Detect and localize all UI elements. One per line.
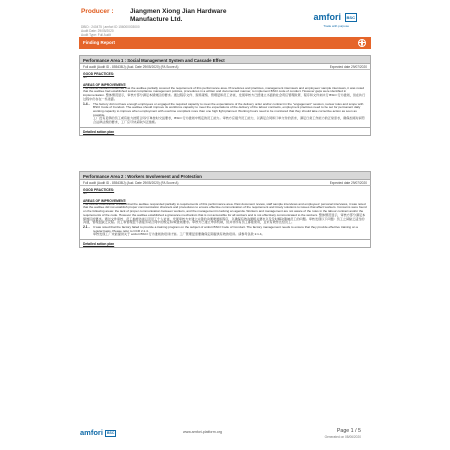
finding-report-bar — [79, 37, 371, 49]
logo-text: amfori — [313, 12, 342, 22]
area-audit-info — [79, 180, 371, 186]
finding-text-en: It was noted that the factory failed to provide a training program on the subject of amfori BSCI Code of Conduct. The factory management needs to ensure that they provide effective training on a regular basis. Please refer to CCR 2.1.4. — [93, 224, 358, 233]
logo-tagline: Trade with purpose — [323, 24, 349, 28]
producer-label: Producer : — [81, 8, 114, 15]
area-audit-info — [79, 64, 371, 70]
report-footer — [79, 428, 371, 442]
footer-url[interactable]: www.amfori-platform.org — [183, 430, 222, 434]
meta-line: DBID : 240475 | amfori ID 156000003000 — [81, 25, 140, 29]
globe-icon[interactable] — [358, 39, 366, 47]
page-number: Page 1 / 5 — [336, 428, 361, 434]
finding-text-en: The factory did not have enough employees or engaged the required capacity to meet the expectations of the delivery order and/or contract in the "engagement" session, review rules and scope with BSCI Code of Conduct. The auditee should improve its workforce capacity to meet the expectations of the delivery of the labour contracts, employment practices need to be set for permanent daily working capacity to improve when employment with overtime compliant more than one high fight planned. Working hours need to be monitored that they should take corrective action as soon as possible. — [93, 101, 364, 117]
report-page — [79, 0, 371, 450]
area-title: Performance Area 1 : Social Management System and Cascade Effect — [79, 55, 371, 64]
footer-logo-badge: BSC — [107, 431, 115, 436]
report-header — [79, 7, 371, 37]
area-title: Performance Area 2 : Workers Involvement and Protection — [79, 171, 371, 180]
finding-item — [83, 226, 367, 237]
audit-details: Full audit (Audit ID - 85543BJ) (Aud. Date 29/05/2020) (FA Score A) — [83, 181, 179, 185]
areas-of-improvement-label: AREAS OF IMPROVEMENT: — [83, 82, 127, 87]
logo-badge: BSC — [346, 15, 355, 21]
finding-number: 2.1 - — [83, 224, 90, 229]
generated-date: Generated on 08/06/2020 — [324, 435, 361, 439]
meta-line: Audit Type: Full Audit — [81, 33, 111, 37]
performance-area-2 — [79, 171, 371, 248]
detailed-action-plan[interactable]: Detailed action plan — [79, 128, 371, 136]
expected-date: Expected date 29/07/2020 — [329, 181, 367, 185]
finding-number: 1.4 - — [83, 101, 90, 106]
performance-area-1 — [79, 55, 371, 136]
producer-name: Jiangmen Xiong Jian Hardware Manufacture Ltd. — [130, 8, 227, 23]
area-content — [79, 186, 371, 240]
areas-of-improvement-label: AREAS OF IMPROVEMENT: — [83, 198, 127, 203]
meta-line: Audit Date: 29/05/2020 — [81, 29, 114, 33]
audit-details: Full audit (Audit ID - 85543BJ) (Aud. Date 29/05/2020) (FA Score A) — [83, 65, 179, 69]
improvement-summary: The overall situation observed that the auditee partially covered the requirement of this performance area. Procedures and practices, management interviews and employees' sample interviews, it was noted that the auditee had established social compliance management policies, procedures in a written and documented manner, to implement BSCI code of conduct. However gaps were identified in implementation. 整体情况显示，审核方部分满足本绩效区的要求。通过程序文件、现场观察、管理层和员工访谈，发现审核方已经建立书面的社会责任管理政策、程序和文件来执行 BSCI 行为准则，但在执行过程中仍存在一些差距。 — [83, 85, 366, 101]
good-practices-label: GOOD PRACTICES: — [83, 72, 115, 76]
detailed-action-plan[interactable]: Detailed action plan — [79, 240, 371, 248]
finding-text-cn: 审核发现工厂未能提供关于 amfori BSCI 行为准则的培训计划。工厂管理层需要确保定期提供有效的培训。请参考条款 2.1.4。 — [93, 232, 265, 237]
expected-date: Expected date 29/07/2020 — [329, 65, 367, 69]
good-practices-label: GOOD PRACTICES: — [83, 188, 115, 192]
good-practices-text: Nil — [83, 191, 87, 195]
good-practices-text: Nil — [83, 75, 87, 79]
footer-logo-text: amfori — [80, 428, 103, 437]
finding-text-cn: 工厂没有足够的员工或有能力按照合同/订单按时交货要求，BSCI 行为准则中规定的员工能力。审核方应提升员工能力，以满足合同和订单交付的需求，满足日常工作能力的正常需求，确保加班时间符合法律法规的要求，工厂应尽快采取纠正措施。 — [93, 116, 365, 125]
footer-logo — [80, 428, 116, 437]
improvement-summary: The overall observation showed that the auditee responded partially to requirements of this performance area. Past document review, staff sample interviews and employees' personal interviews, it was noted that the auditee did not establish proper communication channels and procedures to ensure effective communication of the requirement and timely solutions to issues that affect workers. Concerns were found on the following areas: the lack of proper communication between workers, and the management is lacking an agenda. Workers and management are not aware of the rules in the labour contract and/or the requirements of the code. However the auditee established a grievance mechanism that is not accessible for all workers and is not effectively communicated to the workers. 整体情况显示，审核方部分满足本绩效区的要求。通过文件审核、员工抽样访谈以及员工个人访谈，发现审核方未建立完善的沟通渠道和程序，以确保有效沟通相关要求以及及时解决影响员工的问题。审核发现以下问题：员工之间缺乏适当的沟通，管理层缺乏议程。员工和管理层不清楚劳动合同中的规定和/或准则要求。审核方已建立申诉机制，但并非所有员工都能使用，且未有效传达给员工。 — [83, 201, 367, 225]
area-content — [79, 70, 371, 128]
finding-report-title: Finding Report — [83, 40, 115, 45]
amfori-logo — [314, 12, 357, 22]
finding-item — [83, 103, 367, 125]
